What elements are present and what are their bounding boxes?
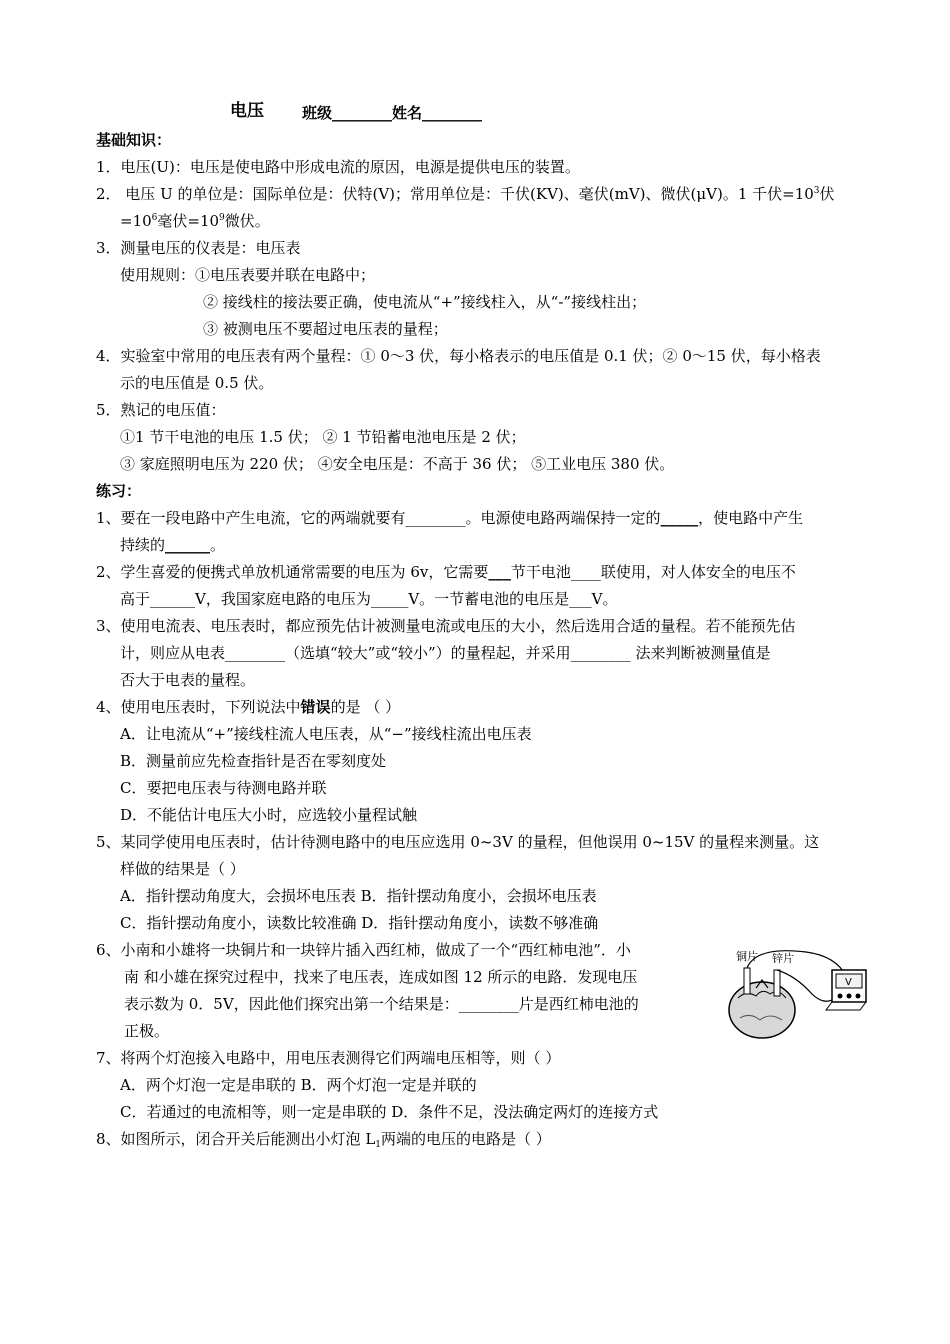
title-text: 电压 [230, 101, 264, 121]
question-text: 1、要在一段电路中产生电流，它的两端就要有________。电源使电路两端保持一定的 [96, 509, 661, 527]
question-text: 。 [210, 536, 226, 554]
question-6: 6、小南和小雄将一块铜片和一块锌片插入西红柿，做成了一个“西红柿电池”．小 [96, 941, 631, 959]
question-5: 5、某同学使用电压表时，估计待测电路中的电压应选用 0~3V 的量程，但他误用 0~15V 的量程来测量。这 [96, 833, 820, 851]
question-8 [96, 1129, 551, 1149]
emphasis-text: 错误 [300, 698, 331, 716]
question-text: 4、使用电压表时，下列说法中 [96, 698, 301, 716]
question-6-cont-2: 表示数为 0．5V，因此他们探究出第一个结果是：________片是西红柿电池的 [124, 995, 639, 1013]
usage-rule-1: 使用规则：①电压表要并联在电路中； [120, 266, 376, 284]
question-text: 节干电池 [510, 563, 571, 581]
superscript: 9 [219, 213, 225, 223]
question-3-cont: 计，则应从电表________（选填“较大”或“较小”）的量程起，并采用________ 法来判断被测量值是 [120, 644, 771, 662]
answer-blank: ______ [165, 536, 211, 554]
question-4 [96, 697, 400, 717]
question-1-cont [120, 535, 225, 555]
knowledge-item-3: 3．测量电压的仪表是：电压表 [96, 239, 301, 257]
tomato-shape [729, 982, 795, 1038]
question-2 [96, 562, 796, 582]
copper-plate [744, 968, 750, 994]
voltage-values-row-1: ①1 节干电池的电压 1.5 伏； ② 1 节铅蓄电池电压是 2 伏； [120, 428, 526, 446]
answer-blank: ___ [488, 563, 511, 581]
question-7: 7、将两个灯泡接入电路中，用电压表测得它们两端电压相等，则（ ） [96, 1049, 561, 1067]
copper-label: 铜片 [736, 950, 758, 963]
knowledge-item-4-cont: 示的电压值是 0.5 伏。 [120, 374, 274, 392]
question-text: 持续的 [120, 536, 166, 554]
text: 毫伏=10 [157, 212, 220, 230]
option-4c: C．要把电压表与待测电路并联 [120, 779, 327, 797]
name-field-label: 姓名________ [392, 104, 483, 122]
class-name-fields [302, 103, 482, 123]
page-title [230, 101, 264, 121]
knowledge-item-2-text: 2． 电压 U 的单位是：国际单位是：伏特(V)；常用单位是：千伏(KV)、毫伏(mV)、微伏(μV)。1 千伏=10 [96, 185, 814, 203]
text: =10 [120, 212, 152, 230]
zinc-plate [774, 970, 780, 996]
terminal [847, 994, 852, 999]
question-text: 的是 （ ） [330, 698, 401, 716]
knowledge-item-2-tail: 伏 [819, 185, 835, 203]
terminal [856, 994, 861, 999]
question-2-cont: 高于______V，我国家庭电路的电压为_____V。一节蓄电池的电压是___V。 [120, 590, 618, 608]
knowledge-item-4: 4．实验室中常用的电压表有两个量程：① 0～3 伏，每小格表示的电压值是 0.1 伏；② 0～15 伏，每小格表 [96, 347, 821, 365]
tomato-battery-figure [716, 940, 872, 1048]
voltmeter-base [826, 1002, 866, 1010]
question-6-cont-3: 正极。 [124, 1022, 170, 1040]
question-3: 3、使用电流表、电压表时，都应预先估计被测量电流或电压的大小，然后选用合适的量程。若不能预先估 [96, 617, 796, 635]
superscript: 6 [151, 213, 158, 223]
subscript: 1 [375, 1140, 382, 1150]
voltage-values-row-2: ③ 家庭照明电压为 220 伏； ④安全电压是：不高于 36 伏； ⑤工业电压 380 伏。 [120, 455, 675, 473]
superscript: 3 [813, 186, 820, 196]
option-4a: A．让电流从“+”接线柱流人电压表，从“−”接线柱流出电压表 [120, 725, 532, 743]
question-5-cont: 样做的结果是（ ） [120, 860, 245, 878]
question-1 [96, 508, 803, 528]
wire-copper [747, 951, 846, 976]
text: 微伏。 [224, 212, 270, 230]
class-field-label: 班级________ [302, 104, 393, 122]
voltmeter-symbol: V [845, 977, 852, 988]
option-4b: B．测量前应先检查指针是否在零刻度处 [120, 752, 387, 770]
options-5cd: C．指针摆动角度小，读数比较准确 D．指针摆动角度小，读数不够准确 [120, 914, 599, 932]
question-text: 2、学生喜爱的便携式单放机通常需要的电压为 6v，它需要 [96, 563, 489, 581]
options-7ab: A．两个灯泡一定是串联的 B．两个灯泡一定是并联的 [120, 1076, 477, 1094]
question-text: ，使电路中产生 [698, 509, 804, 527]
usage-rule-3: ③ 被测电压不要超过电压表的量程； [203, 320, 448, 338]
question-text: 联使用，对人体安全的电压不 [600, 563, 796, 581]
question-3-cont-2: 否大于电表的量程。 [120, 671, 256, 689]
knowledge-item-1: 1．电压(U)：电压是使电路中形成电流的原因，电源是提供电压的装置。 [96, 158, 580, 176]
section-heading-practice: 练习： [96, 482, 142, 500]
question-text: 两端的电压的电路是（ ） [381, 1130, 551, 1148]
options-5ab: A．指针摆动角度大，会损坏电压表 B．指针摆动角度小，会损坏电压表 [120, 887, 597, 905]
question-text: 8、如图所示，闭合开关后能测出小灯泡 L [96, 1130, 376, 1148]
zinc-label: 锌片 [772, 952, 794, 965]
option-4d: D．不能估计电压大小时，应选较小量程试触 [120, 806, 418, 824]
usage-rule-2: ② 接线柱的接法要正确，使电流从“+”接线柱入，从“-”接线柱出； [203, 293, 647, 311]
terminal [838, 994, 843, 999]
answer-blank: _____ [660, 509, 699, 527]
knowledge-item-5: 5．熟记的电压值： [96, 401, 226, 419]
options-7cd: C．若通过的电流相等，则一定是串联的 D．条件不足，没法确定两灯的连接方式 [120, 1103, 659, 1121]
answer-blank: ____ [570, 563, 601, 581]
question-6-cont: 南 和小雄在探究过程中，找来了电压表，连成如图 12 所示的电路．发现电压 [124, 968, 638, 986]
section-heading-basic: 基础知识： [96, 131, 172, 149]
knowledge-item-2-cont [120, 211, 270, 231]
knowledge-item-2 [96, 184, 835, 204]
